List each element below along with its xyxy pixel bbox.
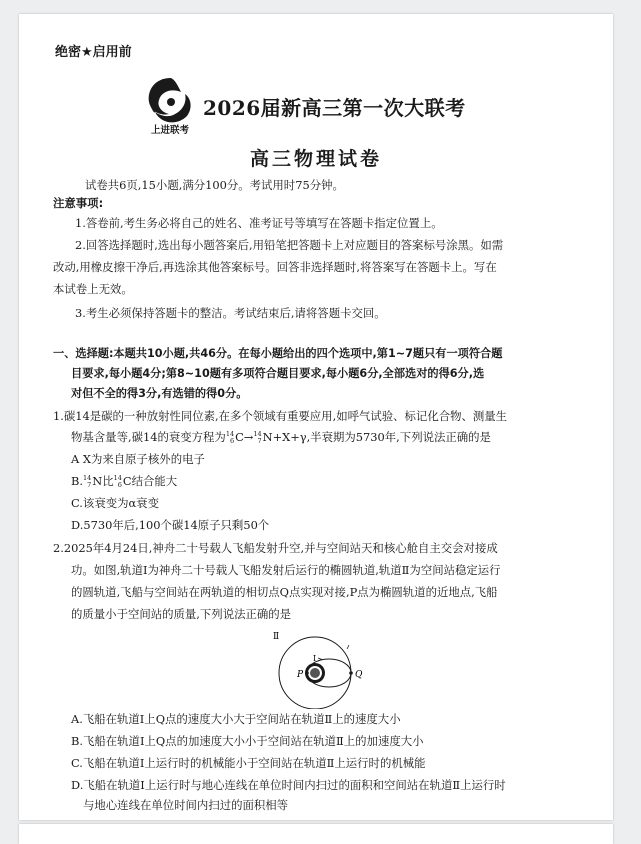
q2-stem-line-4: 的质量小于空间站的质量,下列说法正确的是 xyxy=(71,607,292,621)
notice-item-3: 3.考生必须保持答题卡的整洁。考试结束后,请将答题卡交回。 xyxy=(75,306,386,320)
c14-atomic: 6 xyxy=(229,437,235,445)
exam-title: 2026届新高三第一次大联考 xyxy=(203,96,466,120)
notice-item-1: 1.答卷前,考生务必将自己的姓名、准考证号等填写在答题卡指定位置上。 xyxy=(75,216,443,230)
q1-stem-line-2: 物基含量等,碳14的衰变方程为 14 6 C→ 14 7 N+X+γ,半衰期为5730年,下列说法正确的是 xyxy=(71,430,491,445)
q2-stem-line-1: 2.2025年4月24日,神舟二十号载人飞船发射升空,并与空间站天和核心舱自主交会对接成 xyxy=(53,541,498,555)
paper-title: 高三物理试卷 xyxy=(249,148,382,170)
logo-text: 上进联考 xyxy=(150,125,189,136)
exam-page xyxy=(19,14,613,820)
q2-stem-line-3: 的圆轨道,飞船与空间站在两轨道的相切点Q点实现对接,P点为椭圆轨道的近地点,飞船 xyxy=(71,585,498,599)
opt-b-n-mass: 14 xyxy=(83,474,92,482)
q2-option-c: C.飞船在轨道Ⅰ上运行时的机械能小于空间站在轨道Ⅱ上运行时的机械能 xyxy=(71,756,426,770)
label-p: P xyxy=(297,670,304,680)
q1-option-c: C.该衰变为α衰变 xyxy=(71,496,159,510)
orbit-diagram xyxy=(271,627,371,709)
q1-option-a: A X为来自原子核外的电子 xyxy=(71,452,205,466)
section-1-line-2: 目要求,每小题4分;第8~10题有多项符合题目要求,每小题6分,全部选对的得6分,选 xyxy=(71,367,485,380)
point-p-dot xyxy=(305,671,309,675)
opt-b-c-atomic: 6 xyxy=(117,481,122,489)
label-orbit-1: Ⅰ xyxy=(313,654,317,663)
secret-label: 绝密★启用前 xyxy=(55,45,132,60)
q1-option-b: B. 14 7 N比 14 6 C结合能大 xyxy=(71,474,178,489)
section-1-line-1: 一、选择题:本题共10小题,共46分。在每小题给出的四个选项中,第1~7题只有一项符合题 xyxy=(53,347,503,360)
q2-option-d-line-2: 与地心连线在单位时间内扫过的面积相等 xyxy=(83,798,289,812)
opt-b-n-atomic: 7 xyxy=(87,481,92,489)
section-1-line-3: 对但不全的得3分,有选错的得0分。 xyxy=(71,387,248,400)
q2-stem-line-2: 功。如图,轨道Ⅰ为神舟二十号载人飞船发射后运行的椭圆轨道,轨道Ⅱ为空间站稳定运行 xyxy=(71,563,501,577)
notice-item-2-line-2: 改动,用橡皮擦干净后,再选涂其他答案标号。回答非选择题时,将答案写在答题卡上。写在 xyxy=(53,260,497,274)
n14-mass: 14 xyxy=(253,430,262,438)
next-page-edge xyxy=(19,824,613,844)
opt-b-c-mass: 14 xyxy=(113,474,122,482)
exam-info: 试卷共6页,15小题,满分100分。考试用时75分钟。 xyxy=(85,178,344,192)
notice-item-2-line-3: 本试卷上无效。 xyxy=(53,282,133,296)
q2-option-d-line-1: D.飞船在轨道Ⅰ上运行时与地心连线在单位时间内扫过的面积和空间站在轨道Ⅱ上运行时 xyxy=(71,778,506,792)
n14-atomic: 7 xyxy=(257,437,262,445)
point-q-dot xyxy=(349,671,353,675)
q1-option-d: D.5730年后,100个碳14原子只剩50个 xyxy=(71,518,270,532)
notice-item-2-line-1: 2.回答选择题时,选出每小题答案后,用铅笔把答题卡上对应题目的答案标号涂黑。如需 xyxy=(75,238,504,252)
c14-mass: 14 xyxy=(225,430,235,438)
q2-option-a: A.飞船在轨道Ⅰ上Q点的速度大小大于空间站在轨道Ⅱ上的速度大小 xyxy=(71,712,401,726)
label-orbit-2: Ⅱ xyxy=(273,632,280,642)
label-q: Q xyxy=(355,670,363,680)
q2-option-b: B.飞船在轨道Ⅰ上Q点的加速度大小小于空间站在轨道Ⅱ上的加速度大小 xyxy=(71,734,424,748)
notice-title: 注意事项: xyxy=(53,196,104,210)
q1-stem-line-1: 1.碳14是碳的一种放射性同位素,在多个领域有重要应用,如呼气试验、标记化合物、测量生 xyxy=(53,409,508,423)
